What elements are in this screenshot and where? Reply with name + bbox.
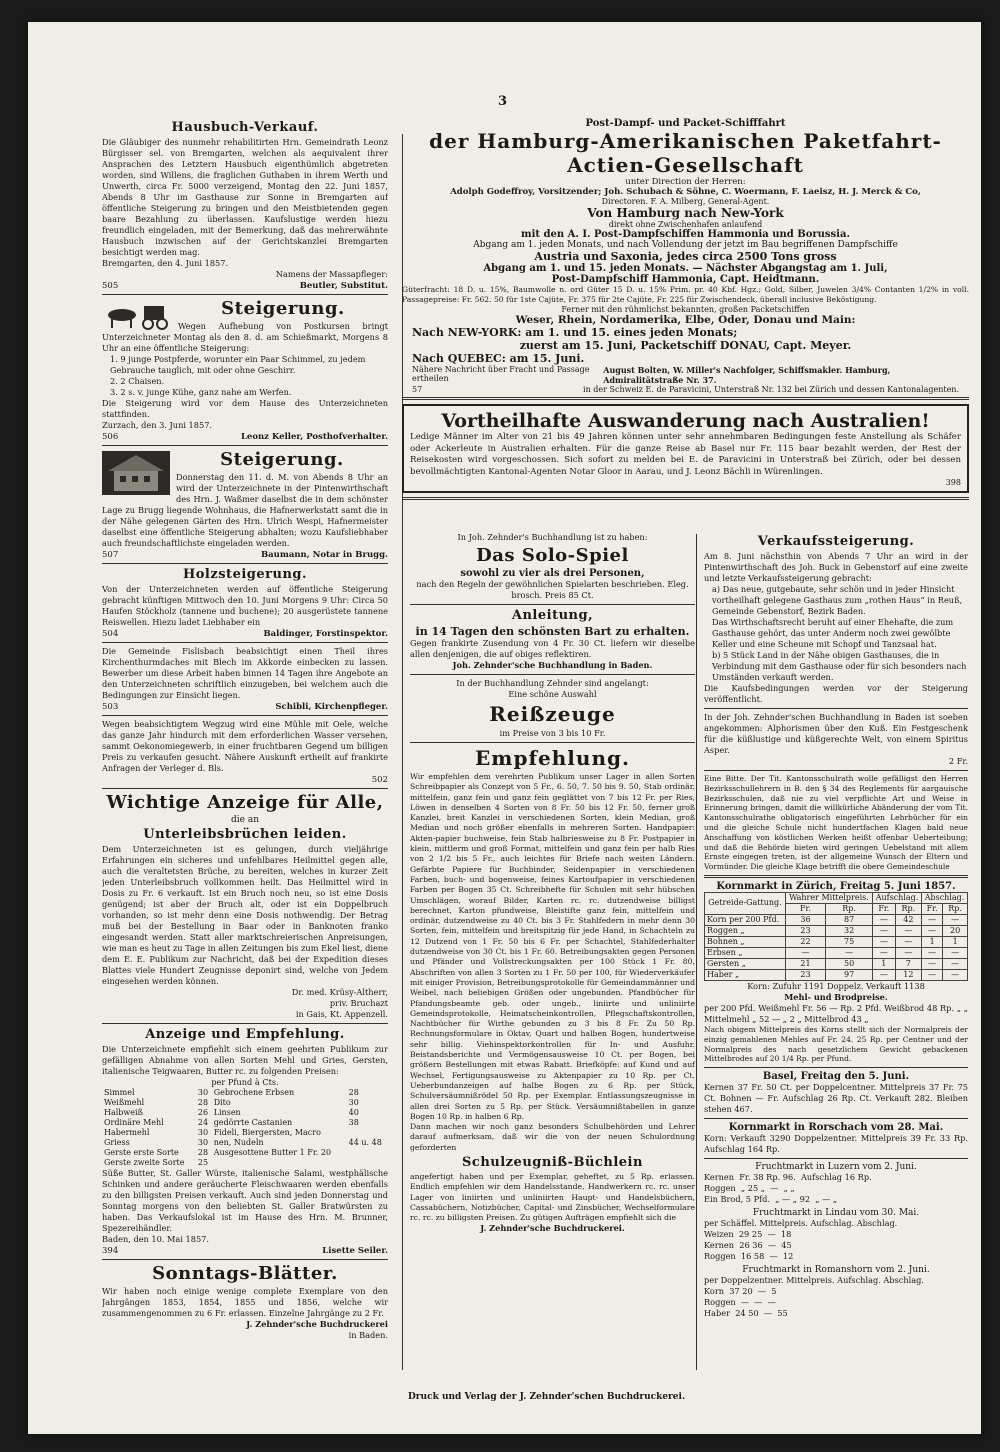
ad-body: Wir empfehlen dem verehrten Publikum unser Lager in allen Sorten Schreibpapier als Conzept von 5 Fr., 6. 50, 7. 50 bis 9. 50, Stab ordinär, mittelfein, ganz fein und ganz fein geglättet von 7 bis 12 Fr. per Ries, Löwen in denselben 4 Sorten von 8 Fr. 50 bis 12 Fr. 50, ferner groß Kanzlei, breit Kanzlei in verschiedenen Sorten, klein Median, groß Median und noch größer ebenfalls in mehreren Sorten. Handpapier: Akten-papier buchweise, fein Stab halbriesweise zu 8 Fr. Postpapier in klein, mittlerm und groß Format, mittelfein und ganz fein per halb Ries von 2 1/2 bis 5 Fr., auch leichtes für Briefe nach weiten Ländern. Gefärbte Papiere für Buchbinder, Seidenpapier in verschiedenen Farben, buch- und bogenweise, feines Kartoufpapier in verschiedenen Farben per Bogen 35 Ct. Schreibhefte für Schulen mit sehr hübschen Umschlägen, worauf Bilder, Karten rc. rc. dutzendweise billigst berechnet, Karton pfundweise, Bleistifte ganz fein, mittelfein und ordinär, dutzendweise zu 40 Ct. bis 3 Fr. Stahlfedern in mehr denn 30 Sorten, fein, mittelfein und breitspitzig für jede Hand, in Schachteln zu 12 Dutzend von 1 Fr. 50 bis 6 Fr. per Schachtel, Stahlfederhalter dutzendweise von 30 Ct. bis 1 Fr. 60. Betreibungsakten gegen Personen und Pfänder und Vollstreckungsakten per 100 Stück 1 Fr. 80, Abschriften von allen 3 Sorten zu 1 Fr. 50 per 100, für Wiederverkäufer mit einiger Provision, Betreibungsprotokolle für Gemeindammänner und Weibel, nach beliebigen Größen oder ungebunden. Pfandbücher für Pfandungsbeamte geb. oder ungeb., liniirte und unliniirte Gemeindsprotokolle, Heimatscheinkontrollen, Pflegschaftskontrollen, Nachtbücher für Wirthe gebunden zu 3 bis 8 Fr. Zu 50 Rp. Rechnungsformulare in Oktav, Quart und halben Bogen, hundertweise sehr billig. Viehinspektorkontrollen für In- und Ausfuhr. Beistandsberichte und Vermögensausweise 10 Ct. per Bogen, bei größern Bestellungen mit etwas Rabatt. Briefköpfe: auf Kund und auf Wechsel, Fertigungsausweise zu Aktenpapier zu 10 Rp. per Ct. Ueberbundanzeigen auf halbe Bogen zu 6 Rp. per Stück, Schulversäumnißrödel 50 Rp. per Exemplar. Entlassungszeugnisse in allen drei Sorten zu 5 Rp. per Stück. Versäumnißtabellen in ganze Bogen 10 Rp. in halben 6 Rp. bbox=[410, 772, 695, 1121]
ad-line: Abgang am 1. jeden Monats, und nach Vollendung der jetzt im Bau begriffenen Dampfschiffe bbox=[473, 240, 898, 250]
table-cell: 42 bbox=[895, 914, 921, 925]
market-body: per 200 Pfd. Weißmehl Fr. 56 — Rp. 2 Pfd. Weißbrod 48 Rp. „ „ Mittelmehl „ 52 — „ 2 „ Mittelbrod 43 „ bbox=[704, 1002, 968, 1024]
table-cell: Simmel bbox=[104, 1088, 135, 1097]
divider bbox=[704, 875, 968, 878]
newspaper-page bbox=[28, 22, 981, 1434]
table-row bbox=[705, 969, 968, 980]
imprint-footer: Druck und Verlag der J. Zehnder'schen Buchdruckerei. bbox=[408, 1392, 686, 1402]
table-cell: Fideli, Biergersten, Macro bbox=[213, 1128, 321, 1137]
table-cell: 30 bbox=[197, 1138, 209, 1147]
house-illustration bbox=[102, 451, 170, 495]
ad-line: in der Schweiz E. de Paravicini, Unterstraß Nr. 132 bei Zürich und dessen Kantonalagenten. bbox=[583, 385, 959, 394]
table-header: Rp. bbox=[826, 903, 873, 914]
table-header: Abschlag. bbox=[922, 892, 968, 903]
divider bbox=[402, 397, 969, 400]
ad-number: 398 bbox=[945, 478, 961, 487]
market-row: Roggen — — — bbox=[704, 1297, 776, 1308]
ad-signature: Lisette Seiler. bbox=[322, 1246, 388, 1256]
ad-line: Ferner mit den rühmlichst bekannten, großen Packetschiffen bbox=[561, 305, 810, 314]
shipping-ad bbox=[402, 118, 969, 1374]
australien-ad bbox=[402, 404, 969, 493]
ad-line: Nähere Nachricht über Fracht und Passage ertheilen bbox=[412, 365, 590, 383]
table-cell: — bbox=[873, 914, 896, 925]
ad-price: 2 Fr. bbox=[948, 756, 968, 766]
ad-empfehlung bbox=[410, 746, 695, 1234]
table-cell: 12 bbox=[895, 969, 921, 980]
table-cell: 28 bbox=[197, 1098, 209, 1107]
ad-title: Anzeige und Empfehlung. bbox=[145, 1027, 345, 1042]
ad-title: Unterleibsbrüchen leiden. bbox=[143, 827, 347, 842]
divider bbox=[102, 642, 388, 643]
table-cell: — bbox=[943, 947, 968, 958]
market-romanshorn bbox=[704, 1265, 968, 1319]
table-cell: 24 bbox=[197, 1118, 209, 1127]
ad-title: Sonntags-Blätter. bbox=[152, 1263, 338, 1284]
price-table bbox=[102, 1088, 388, 1168]
table-cell: Korn per 200 Pfd. bbox=[705, 914, 786, 925]
table-cell: Ordinäre Mehl bbox=[104, 1118, 164, 1127]
ad-anzeige-empfehlung bbox=[102, 1027, 388, 1256]
ad-date: Bremgarten, den 4. Juni 1857. bbox=[102, 258, 229, 268]
divider bbox=[704, 770, 968, 771]
ad-line: Von Hamburg nach New-York bbox=[587, 206, 784, 220]
table-cell: 25 bbox=[197, 1158, 209, 1167]
ad-body: Donnerstag den 11. d. M. von Abends 8 Uhr an wird der Unterzeichnete in der Pintenwirthschaft des Hrn. J. Waßmer daselbst die in dem schönster Lage zu Brugg liegende Wohnhaus, die Hafnerwerkstatt samt die in der Nähe gelegenen Gärten des Hrn. Ulrich Wespi, Hafnermeister daselbst eine öffentliche Steigerung abhalten; wozu Kaufsliebhaber auch freundschaftlichste eingeladen werden. bbox=[102, 472, 388, 548]
ad-title: Empfehlung. bbox=[475, 746, 630, 770]
ad-title: Wichtige Anzeige für Alle, bbox=[106, 792, 384, 813]
divider bbox=[402, 497, 969, 500]
table-cell: — bbox=[922, 947, 943, 958]
ad-title: der Hamburg-Amerikanischen Paketfahrt-Actien-Gesellschaft bbox=[429, 129, 942, 177]
ad-body: Dann machen wir noch ganz besonders Schulbehörden und Lehrer darauf aufmerksam, daß wir die von der neuen Schulordnung geforderten bbox=[410, 1122, 695, 1152]
table-cell: — bbox=[785, 947, 825, 958]
ad-line: In der Buchhandlung Zehnder sind angelangt: bbox=[456, 678, 649, 688]
ad-title: Reißzeuge bbox=[489, 702, 616, 726]
ad-number: 507 bbox=[102, 550, 119, 560]
ad-body: Süße Butter, St. Galler Würste, italienische Salami, westphälische Schinken und andere geräucherte Fleischwaaren werden ebenfalls zu den billigsten Preisen verkauft. Auch sind jeden Donnerstag und Sonntag morgens von den beliebten St. Galler Bratwürsten zu haben. Das Verkaufslokal ist im Hause des Hrn. M. Brunner, Spezereihändler. bbox=[102, 1168, 388, 1233]
ad-line: Weser, Rhein, Nordamerika, Elbe, Oder, Donau und Main: bbox=[515, 314, 856, 326]
table-cell: 36 bbox=[785, 914, 825, 925]
market-note: Korn: Zufuhr 1191 Doppelz. Verkauft 1138 bbox=[747, 980, 925, 991]
ad-title: Anleitung, bbox=[511, 608, 594, 623]
table-cell: Haber „ bbox=[705, 969, 786, 980]
ad-line: mit den A. I. Post-Dampfschiffen Hammonia und Borussia. bbox=[521, 229, 850, 240]
divider bbox=[102, 563, 388, 564]
table-cell: Erbsen „ bbox=[705, 947, 786, 958]
market-title: Basel, Freitag den 5. Juni. bbox=[762, 1071, 910, 1083]
market-body: Korn: Verkauft 3290 Doppelzentner. Mittelpreis 39 Fr. 33 Rp. Aufschlag 164 Rp. bbox=[704, 1133, 968, 1155]
ad-title: Holzsteigerung. bbox=[182, 567, 308, 582]
table-cell: — bbox=[895, 925, 921, 936]
table-cell: 7 bbox=[895, 958, 921, 969]
table-cell: — bbox=[943, 958, 968, 969]
ad-date: Zurzach, den 3. Juni 1857. bbox=[102, 420, 212, 430]
table-cell: 22 bbox=[785, 936, 825, 947]
table-cell: Griess bbox=[104, 1138, 130, 1147]
table-header: Fr. bbox=[922, 903, 943, 914]
table-cell: 26 bbox=[197, 1108, 209, 1117]
ad-body: Am 8. Juni nächsthin von Abends 7 Uhr an wird in der Pintenwirthschaft des Joh. Buck in Gebenstorf auf eine zweite und letzte Verkaufssteigerung gebracht: bbox=[704, 551, 968, 583]
ad-number: 506 bbox=[102, 432, 119, 442]
ad-price: im Preise von 3 bis 10 Fr. bbox=[499, 728, 606, 738]
ad-subtitle: sowohl zu vier als drei Personen, bbox=[460, 568, 645, 579]
table-cell: — bbox=[895, 936, 921, 947]
ad-line: August Bolten, W. Miller's Nachfolger, Schiffsmakler. Hamburg, Admiralitätstraße Nr. 37. bbox=[603, 365, 891, 385]
table-cell: 87 bbox=[826, 914, 873, 925]
ad-title: Steigerung. bbox=[220, 449, 344, 470]
list-item: Das Wirthschaftsrecht beruht auf einer Ehehafte, die zum Gasthause gehört, das unter Anderm noch zwei gewölbte Keller und eine Scheune mit Schopf und Tanzsaal hat. bbox=[712, 617, 954, 649]
table-cell: — bbox=[873, 925, 896, 936]
divider bbox=[102, 445, 388, 446]
market-row: Korn 37 20 — 5 bbox=[704, 1286, 777, 1297]
divider bbox=[410, 604, 695, 605]
divider bbox=[102, 788, 388, 789]
page-number: 3 bbox=[498, 94, 508, 109]
divider bbox=[102, 294, 388, 295]
ad-title: Steigerung. bbox=[221, 298, 345, 319]
table-row bbox=[102, 1128, 388, 1138]
table-row bbox=[102, 1158, 388, 1168]
table-cell: Gersten „ bbox=[705, 958, 786, 969]
ad-number: 502 bbox=[371, 775, 388, 785]
table-cell: 38 bbox=[348, 1118, 359, 1127]
table-cell: 50 bbox=[826, 958, 873, 969]
table-cell: 20 bbox=[943, 925, 968, 936]
market-row: Roggen „ 25 „ — „ „ bbox=[704, 1183, 795, 1194]
divider bbox=[704, 1158, 968, 1159]
market-title: Kornmarkt in Rorschach vom 28. Mai. bbox=[728, 1122, 944, 1134]
ad-sig-label: Namens der Massapfleger: bbox=[275, 269, 388, 279]
ad-title: Das Solo-Spiel bbox=[476, 545, 629, 566]
market-row: Weizen 29 25 — 18 bbox=[704, 1229, 792, 1240]
ad-line: Adolph Godeffroy, Vorsitzender; Joh. Schubach & Söhne, C. Woermann, F. Laeisz, H. J. Merck & Co, bbox=[450, 187, 921, 197]
table-cell bbox=[347, 1158, 388, 1168]
table-cell: — bbox=[943, 914, 968, 925]
table-cell: Gerste erste Sorte bbox=[104, 1148, 179, 1157]
ad-signature: Dr. med. Krüsy-Altherr, bbox=[291, 987, 388, 997]
market-title: Fruchtmarkt in Lindau vom 30. Mai. bbox=[752, 1208, 920, 1219]
table-cell: 23 bbox=[785, 925, 825, 936]
table-cell: — bbox=[873, 969, 896, 980]
ad-title: Hausbuch-Verkauf. bbox=[171, 120, 319, 135]
table-cell: Habermehl bbox=[104, 1128, 150, 1137]
market-basel bbox=[704, 1071, 968, 1115]
ad-signature: Leonz Keller, Posthofverhalter. bbox=[240, 432, 388, 442]
table-cell: 75 bbox=[826, 936, 873, 947]
table-row bbox=[705, 958, 968, 969]
table-row bbox=[102, 1098, 388, 1108]
ad-steigerung-2 bbox=[102, 449, 388, 560]
market-row: Haber 24 50 — 55 bbox=[704, 1308, 788, 1319]
table-cell: 32 bbox=[826, 925, 873, 936]
divider bbox=[410, 674, 695, 675]
table-cell: Ausgesottene Butter 1 Fr. 20 bbox=[213, 1148, 332, 1157]
ad-line: Directoren. F. A. Milberg, General-Agent. bbox=[601, 197, 770, 206]
table-cell: 1 bbox=[873, 958, 896, 969]
ad-signature: Baumann, Notar in Brugg. bbox=[260, 550, 388, 560]
table-header: Rp. bbox=[895, 903, 921, 914]
table-cell: 97 bbox=[826, 969, 873, 980]
ad-solo-spiel bbox=[410, 532, 695, 671]
ad-body: Wegen beabsichtigtem Wegzug wird eine Mühle mit Oele, welche das ganze Jahr hindurch mit dem erforderlichen Wasser versehen, sammt Oekonomiegewerb, in einer fruchtbaren Gegend um billigen Preis zu verkaufen gesucht. Nähere Auskunft ertheilt auf frankirte Anfragen der Verleger d. Bls. bbox=[102, 719, 388, 773]
table-cell: Roggen „ bbox=[705, 925, 786, 936]
table-header: Getreide-Gattung. bbox=[705, 892, 786, 914]
list-item: b) 5 Stück Land in der Nähe obigen Gasthauses, die in Verbindung mit dem Gasthause oder für sich besonders nach Umständen verkauft werden. bbox=[712, 650, 967, 682]
market-subtitle: Mehl- und Brodpreise. bbox=[784, 991, 888, 1002]
table-cell: — bbox=[922, 914, 943, 925]
market-table bbox=[704, 892, 968, 981]
table-cell: — bbox=[873, 936, 896, 947]
market-header: per Doppelzentner. Mittelpreis. Aufschlag. Abschlag. bbox=[704, 1275, 924, 1286]
ad-number: 57 bbox=[412, 385, 423, 394]
ad-signature: Schibli, Kirchenpfleger. bbox=[275, 702, 388, 712]
table-cell: — bbox=[873, 947, 896, 958]
ad-wichtige-anzeige bbox=[102, 792, 388, 1020]
list-item: 1. 9 junge Postpferde, worunter ein Paar Schimmel, zu jedem Gebrauche tauglich, mit oder ohne Geschirr. bbox=[110, 354, 366, 375]
price-header: per Pfund à Cts. bbox=[211, 1077, 279, 1087]
table-row bbox=[705, 936, 968, 947]
ad-body: Die Gemeinde Fislisbach beabsichtigt einen Theil ihres Kirchenthurmdaches mit Blech im Akkorde einbecken zu lassen. Bewerber um diese Arbeit haben binnen 14 Tagen ihre Angebote an den Unterzeichneten schriftlich einzugeben, bei welchem auch die Bedingungen zur Einsicht liegen. bbox=[102, 646, 388, 700]
ad-number: 504 bbox=[102, 629, 119, 639]
ad-body: Die Unterzeichnete empfiehlt sich einem geehrten Publikum zur gefälligen Abnahme von allen Sorten Mehl und Gries, Gersten, italienische Teigwaaren, Butter rc. zu folgenden Preisen: bbox=[102, 1044, 388, 1076]
ad-subtitle: Eine schöne Auswahl bbox=[508, 689, 597, 699]
market-note: Nach obigem Mittelpreis des Korns stellt sich der Normalpreis der einzig gemahlenen Mehles auf Fr. 24. 25 Rp. per Centner und der Normalpreis des nach gesetzlichem Gewicht gebackenen Mittelbrodes auf 20 1/4 Rp. per Pfund. bbox=[704, 1024, 968, 1064]
list-item: 3. 2 s. v. junge Kühe, ganz nahe am Werfen. bbox=[110, 387, 292, 397]
ad-place: in Baden. bbox=[348, 1330, 388, 1340]
table-cell: — bbox=[943, 969, 968, 980]
table-cell: 28 bbox=[197, 1148, 209, 1157]
table-row bbox=[102, 1108, 388, 1118]
ad-signature: J. Zehnder'sche Buchdruckerei. bbox=[480, 1223, 625, 1234]
table-cell: 44 u. 48 bbox=[348, 1138, 382, 1147]
table-cell: 30 bbox=[197, 1088, 209, 1097]
divider bbox=[102, 1023, 388, 1024]
ad-subtitle: die an bbox=[231, 815, 259, 825]
ad-line: Abgang am 1. und 15. jeden Monats. — Nächster Abgangstag am 1. Juli, bbox=[483, 263, 888, 274]
table-row bbox=[705, 914, 968, 925]
table-cell: Dito bbox=[213, 1098, 231, 1107]
table-cell: — bbox=[826, 947, 873, 958]
market-body: Kernen 37 Fr. 50 Ct. per Doppelcentner. Mittelpreis 37 Fr. 75 Ct. Bohnen — Fr. Aufschlag 26 Rp. Ct. Verkauft 282. Bleiben stehen 467. bbox=[704, 1082, 968, 1115]
table-cell: 40 bbox=[348, 1108, 359, 1117]
divider bbox=[102, 715, 388, 716]
table-cell: — bbox=[922, 958, 943, 969]
divider bbox=[704, 1118, 968, 1119]
ad-number: 505 bbox=[102, 281, 119, 291]
ad-fislisbach bbox=[102, 646, 388, 712]
table-cell: 30 bbox=[197, 1128, 209, 1137]
ad-body: Die Gläubiger des nunmehr rehabilitirten Hrn. Gemeindrath Leonz Bürgisser sel. von Bremgarten, welchen als aequivalent ihrer Ansprachen des Letztern Hausbuch eigenthümlich abgetreten worden, sind Willens, die fraglichen Guthaben in ihrem Werth und Unwerth, circa Fr. 5000 verzeigend, Montag den 22. Juni 1857, Abends 8 Uhr im Gasthause zur Sonne in Bremgarten auf öffentliche Steigerung zu bringen und den Meistbietenden gegen baare Bezahlung zu überlassen. Kaufslustige werden hiezu freundlich eingeladen, mit der Bemerkung, daß das mehrerwähnte Hausbuch inzwischen auf der Gerichtskanzlei Bremgarten besichtigt werden mag. bbox=[102, 137, 388, 257]
notice-bitte: Eine Bitte. Der Tit. Kantonsschulrath wolle gefälligst den Herren Bezirksschullehrern in B. den § 34 des Reglements für aargauische Bezirksschulen, daß nie zu viel verpflichte Art und Weise in Erinnerung bringen, damit die willkürliche Abänderung der vom Tit. Kantonsschulrathe obligatorisch eingeführten Lehrbücher für ein und die gleiche Schule nicht hundertfachen Klagen bald neue Anschaffung von köstlichen Werken heißt offenbar Ueberteibung; und daß die Behörde bieten wird geringen Uebelstand mit allem Ernste eingegen treten, ist der allgemeine Wunsch der Eltern und Vormünder. Die gleiche Klage betrifft die obere Gemeindeschule bbox=[704, 774, 968, 872]
ad-holzsteigerung bbox=[102, 567, 388, 639]
list-item: 2. 2 Chaisen. bbox=[110, 376, 165, 386]
table-cell: — bbox=[922, 925, 943, 936]
table-cell bbox=[212, 1158, 347, 1168]
table-cell: Gebrochene Erbsen bbox=[213, 1088, 295, 1097]
table-row bbox=[102, 1118, 388, 1128]
ad-line: direkt ohne Zwischenhafen anlaufend bbox=[608, 220, 763, 229]
ad-line: unter Direction der Herren: bbox=[625, 177, 746, 187]
ad-title: Vortheilhafte Auswanderung nach Australien! bbox=[441, 410, 930, 432]
ad-body: Gegen frankirte Zusendung von 4 Fr. 30 Ct. liefern wir dieselbe allen denjenigen, die auf obiges reflektiren. bbox=[410, 638, 695, 659]
ad-signature: priv. Bruchazt bbox=[329, 998, 388, 1008]
ad-body: Güterfracht: 18 D. u. 15%, Baumwolle n. ord Güter 15 D. u. 15% Prim. pr. 40 Kbf. Hgz.; Gold, Silber, Juwelen 3/4% Contanten 1/2% in voll. Passagepreise: Fr. 562. 50 für 1ste Cajüte, Fr. 375 für 2te Cajüte, Fr. 225 für Zwischendeck, überall inclusive Beköstigung. bbox=[402, 285, 969, 304]
market-row: Roggen 16 58 — 12 bbox=[704, 1251, 794, 1262]
table-cell: 21 bbox=[785, 958, 825, 969]
ad-line: Post-Dampfschiff Hammonia, Capt. Heidtmann. bbox=[551, 274, 820, 285]
ad-signature: Beutler, Substitut. bbox=[299, 281, 388, 291]
ad-body: Dem Unterzeichneten ist es gelungen, durch vieljährige Erfahrungen ein sicheres und unfehlbares Heilmittel gegen alle, auch die veraltetsten Brüche, zu bereiten, welches in kurzer Zeit jeden Unterleibsbruch vollkommen heilt. Das Heilmittel wird in Dosis zu Fr. 6 verkauft. Ist ein Bruch noch neu, so ist eine Dosis genügend; ist aber der Bruch alt, oder ist ein Doppelbruch vorhanden, so ist mehr denn eine Dosis nothwendig. Der Betrag muß bei der Bestellung in Baar oder in Banknoten franko eingesandt werden. Statt aller marktschreierischen Anpreisungen, wie man es heut zu Tage in allen Zeitungen bis zum Ekel liest, diene dem E. E. Publikum zur Nachricht, daß bei der Expedition dieses Blattes viele Hundert Zeugnisse deponirt sind, welche von Jedem eingesehen werden können. bbox=[102, 844, 388, 986]
ad-body: Wegen Aufhebung von Postkursen bringt Unterzeichneter Montag als den 8. d. am Schießmarkt, Morgens 8 Uhr an eine öffentliche Steigerung: bbox=[102, 321, 388, 353]
ad-verkaufssteigerung bbox=[704, 534, 968, 705]
ad-body: Von der Unterzeichneten werden auf öffentliche Steigerung gebracht künftigen Mittwoch den 10. Juni Morgens 9 Uhr: Circa 50 Haufen Stöckholz (tannene und buchene); 20 ausgerüstete tannene Reiswellen. Hiezu ladet Liebhaber ein bbox=[102, 584, 388, 627]
ad-signature: in Gais, Kt. Appenzell. bbox=[295, 1009, 388, 1019]
ad-body: nach den Regeln der gewöhnlichen Spielarten beschrieben. Eleg. brosch. Preis 85 Ct. bbox=[416, 579, 689, 600]
ad-number: 503 bbox=[102, 702, 119, 712]
ad-number: 394 bbox=[102, 1246, 119, 1256]
table-header: Wahrer Mittelpreis. bbox=[785, 892, 872, 903]
horse-carriage-illustration bbox=[102, 300, 172, 330]
ad-body: Die Steigerung wird vor dem Hause des Unterzeichneten stattfinden. bbox=[102, 398, 388, 419]
market-title: Fruchtmarkt in Romanshorn vom 2. Juni. bbox=[742, 1265, 930, 1276]
table-header: Aufschlag. bbox=[873, 892, 922, 903]
table-cell: gedörrte Castanien bbox=[213, 1118, 293, 1127]
table-row bbox=[102, 1088, 388, 1098]
ad-signature: J. Zehnder'sche Buchdruckerei bbox=[246, 1319, 388, 1329]
ad-signature: Joh. Zehnder'sche Buchhandlung in Baden. bbox=[452, 660, 653, 670]
table-cell: Bohnen „ bbox=[705, 936, 786, 947]
market-lindau bbox=[704, 1208, 968, 1262]
table-cell: nen, Nudeln bbox=[213, 1138, 264, 1147]
ad-line: Austria und Saxonia, jedes circa 2500 Tons gross bbox=[534, 250, 837, 263]
table-row bbox=[102, 1138, 388, 1148]
table-cell bbox=[347, 1148, 388, 1158]
ad-body: Die Kaufsbedingungen werden vor der Steigerung veröffentlicht. bbox=[704, 683, 968, 704]
ad-body: angefertigt haben und per Exemplar, geheftet, zu 5 Rp. erlassen. Endlich empfehlen wir dem Handelsstande, Handwerkern rc. rc. unser Lager von liniirten und unliniirten Haupt- und Handelsbüchern, Cassabüchern, Notizbücher, Capital- und Zinsbücher, Wechselformulare rc. rc. zu billigsten Preisen. Zu gütigen Aufträgen empfiehlt sich die bbox=[410, 1171, 695, 1223]
table-cell: — bbox=[922, 969, 943, 980]
table-cell: Linsen bbox=[213, 1108, 241, 1117]
ad-line: Post-Dampf- und Packet-Schifffahrt bbox=[585, 118, 786, 129]
ad-date: Baden, den 10. Mai 1857. bbox=[102, 1234, 209, 1244]
divider bbox=[102, 1259, 388, 1260]
market-row: Ein Brod, 5 Pfd. „ — „ 92 „ — „ bbox=[704, 1194, 838, 1205]
market-title: Fruchtmarkt in Luzern vom 2. Juni. bbox=[755, 1162, 917, 1173]
divider bbox=[704, 1067, 968, 1068]
table-cell: Weißmehl bbox=[104, 1098, 145, 1107]
table-cell: 23 bbox=[785, 969, 825, 980]
ad-muehle bbox=[102, 719, 388, 785]
ad-reisszeuge bbox=[410, 678, 695, 739]
table-cell: — bbox=[895, 947, 921, 958]
table-cell: Gerste zweite Sorte bbox=[104, 1158, 185, 1167]
table-header: Fr. bbox=[785, 903, 825, 914]
ad-line: Nach QUEBEC: am 15. Juni. bbox=[412, 352, 585, 365]
ad-line: In Joh. Zehnder's Buchhandlung ist zu haben: bbox=[457, 532, 648, 542]
table-header: Rp. bbox=[943, 903, 968, 914]
market-zuerich bbox=[704, 881, 968, 1064]
ad-signature: Baldinger, Forstinspektor. bbox=[263, 629, 388, 639]
table-cell: 1 bbox=[922, 936, 943, 947]
divider bbox=[704, 708, 968, 709]
ad-steigerung-1 bbox=[102, 298, 388, 442]
table-row bbox=[705, 925, 968, 936]
table-row bbox=[102, 1148, 388, 1158]
left-column bbox=[102, 118, 388, 1374]
ad-title: Verkaufssteigerung. bbox=[757, 534, 915, 549]
table-header: Fr. bbox=[873, 903, 896, 914]
ad-body: Wir haben noch einige wenige complete Exemplare von den Jahrgängen 1853, 1854, 1855 und 1856, welche wir zusammengenommen zu 6 Fr. erlassen. Einzelne Jahrgänge zu 2 Fr. bbox=[102, 1286, 388, 1318]
table-cell bbox=[347, 1128, 388, 1138]
ad-body: Ledige Männer im Alter von 21 bis 49 Jahren können unter sehr annehmbaren Bedingungen feste Anstellung als Schäfer oder Ackerleute in Australien erhalten. Für die ganze Reise ab Basel nur Fr. 115 baar bezahlt werden, der Rest der Reisekosten wird vorgeschossen. Sich sofort zu melden bei E. de Paravicini in Unterstraß bei Zürich, oder bei dessen bevollmächtigten Kantonal-Agenten Notar Gloor in Aarau, und J. Leonz Bächli in Würenlingen. bbox=[410, 432, 961, 477]
list-item: a) Das neue, gutgebaute, sehr schön und in jeder Hinsicht vortheilhaft gelegene Gasthaus zum „rothen Haus“ in Reuß, Gemeinde Gebenstorf, Bezirk Baden. bbox=[712, 584, 963, 616]
table-row bbox=[705, 947, 968, 958]
table-cell: 30 bbox=[348, 1098, 359, 1107]
table-cell: Halbweiß bbox=[104, 1108, 143, 1117]
middle-column bbox=[410, 532, 695, 1237]
divider bbox=[410, 742, 695, 743]
ad-title: Schulzeugniß-Büchlein bbox=[462, 1154, 643, 1170]
market-row: Kernen 26 36 — 45 bbox=[704, 1240, 792, 1251]
hamburg-ad bbox=[402, 118, 969, 503]
ad-line: Nach NEW-YORK: am 1. und 15. eines jeden Monats; bbox=[412, 326, 738, 339]
market-title: Kornmarkt in Zürich, Freitag 5. Juni 1857. bbox=[716, 880, 956, 892]
market-luzern bbox=[704, 1162, 968, 1205]
right-column bbox=[704, 532, 968, 1322]
market-row: Kernen Fr. 38 Rp. 96. Aufschlag 16 Rp. bbox=[704, 1172, 872, 1183]
ad-line: zuerst am 15. Juni, Packetschiff DONAU, Capt. Meyer. bbox=[519, 339, 852, 352]
table-cell: 1 bbox=[943, 936, 968, 947]
ad-body: In der Joh. Zehnder'schen Buchhandlung in Baden ist soeben angekommen: Alphorismen über den Kuß. Ein Festgeschenk für die küßlustige und küßgerechte Welt, von einem Spiritus Asper. bbox=[704, 712, 968, 755]
ad-title: in 14 Tagen den schönsten Bart zu erhalten. bbox=[415, 625, 690, 638]
market-header: per Schäffel. Mittelpreis. Aufschlag. Abschlag. bbox=[704, 1218, 898, 1229]
market-rorschach bbox=[704, 1122, 968, 1155]
ad-sonntagsblaetter bbox=[102, 1263, 388, 1341]
table-cell: 28 bbox=[348, 1088, 359, 1097]
ad-alphorismen bbox=[704, 712, 968, 767]
ad-hausbuch bbox=[102, 120, 388, 291]
